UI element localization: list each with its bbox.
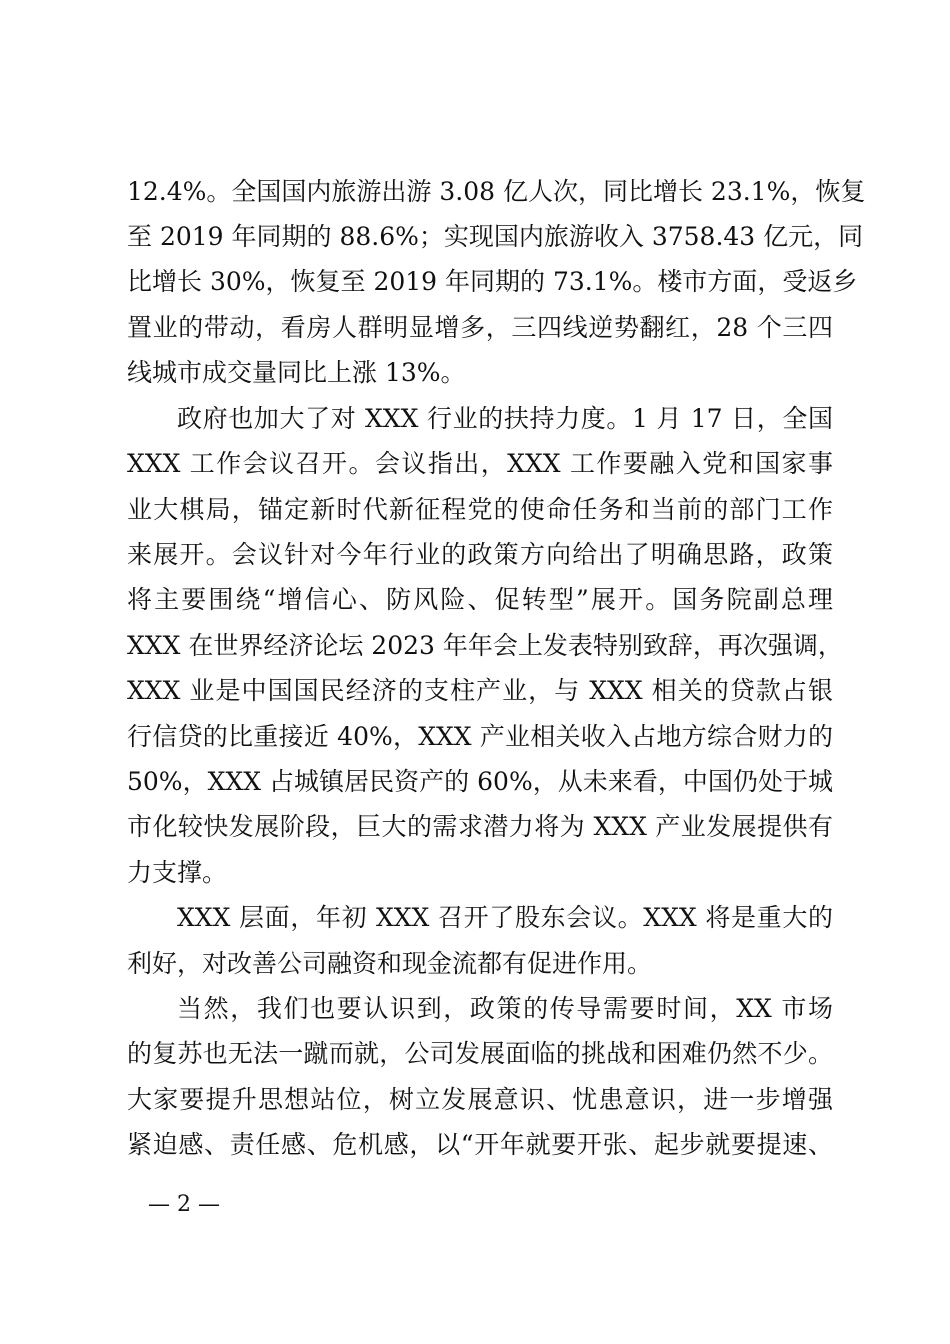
text-line: 利好，对改善公司融资和现金流都有促进作用。 — [127, 949, 653, 978]
paragraph-first-line: 当然，我们也要认识到，政策的传导需要时间，XX 市场 — [177, 994, 833, 1023]
text-line: 至 2019 年同期的 88.6%；实现国内旅游收入 3758.43 亿元，同 — [127, 222, 864, 251]
text-line: 业大棋局，锚定新时代新征程党的使命任务和当前的部门工作 — [127, 495, 833, 524]
text-line: 力支撑。 — [127, 858, 228, 887]
text-line: 50%，XXX 占城镇居民资产的 60%，从未来看，中国仍处于城 — [127, 767, 833, 796]
text-line: XXX 业是中国国民经济的支柱产业，与 XXX 相关的贷款占银 — [127, 676, 833, 705]
text-line: 比增长 30%，恢复至 2019 年同期的 73.1%。楼市方面，受返乡 — [127, 267, 858, 296]
text-line: XXX 在世界经济论坛 2023 年年会上发表特别致辞，再次强调， — [127, 631, 843, 660]
text-line: 来展开。会议针对今年行业的政策方向给出了明确思路，政策 — [127, 540, 833, 569]
text-line: 线城市成交量同比上涨 13%。 — [127, 358, 466, 387]
text-line: 行信贷的比重接近 40%，XXX 产业相关收入占地方综合财力的 — [127, 722, 833, 751]
text-line: 大家要提升思想站位，树立发展意识、忧患意识，进一步增强 — [127, 1085, 833, 1114]
text-line: 置业的带动，看房人群明显增多，三四线逆势翻红，28 个三四 — [127, 313, 833, 342]
page-number: — 2 — — [148, 1192, 220, 1217]
text-line: 将主要围绕“增信心、防风险、促转型”展开。国务院副总理 — [127, 585, 833, 614]
text-line: 12.4%。全国国内旅游出游 3.08 亿人次，同比增长 23.1%，恢复 — [127, 177, 866, 206]
text-line: XXX 工作会议召开。会议指出，XXX 工作要融入党和国家事 — [127, 449, 833, 478]
text-line: 市化较快发展阶段，巨大的需求潜力将为 XXX 产业发展提供有 — [127, 812, 833, 841]
paragraph-first-line: XXX 层面，年初 XXX 召开了股东会议。XXX 将是重大的 — [177, 903, 833, 932]
text-line: 的复苏也无法一蹴而就，公司发展面临的挑战和困难仍然不少。 — [127, 1039, 833, 1068]
text-line: 紧迫感、责任感、危机感，以“开年就要开张、起步就要提速、 — [127, 1130, 833, 1159]
paragraph-first-line: 政府也加大了对 XXX 行业的扶持力度。1 月 17 日，全国 — [177, 404, 833, 433]
